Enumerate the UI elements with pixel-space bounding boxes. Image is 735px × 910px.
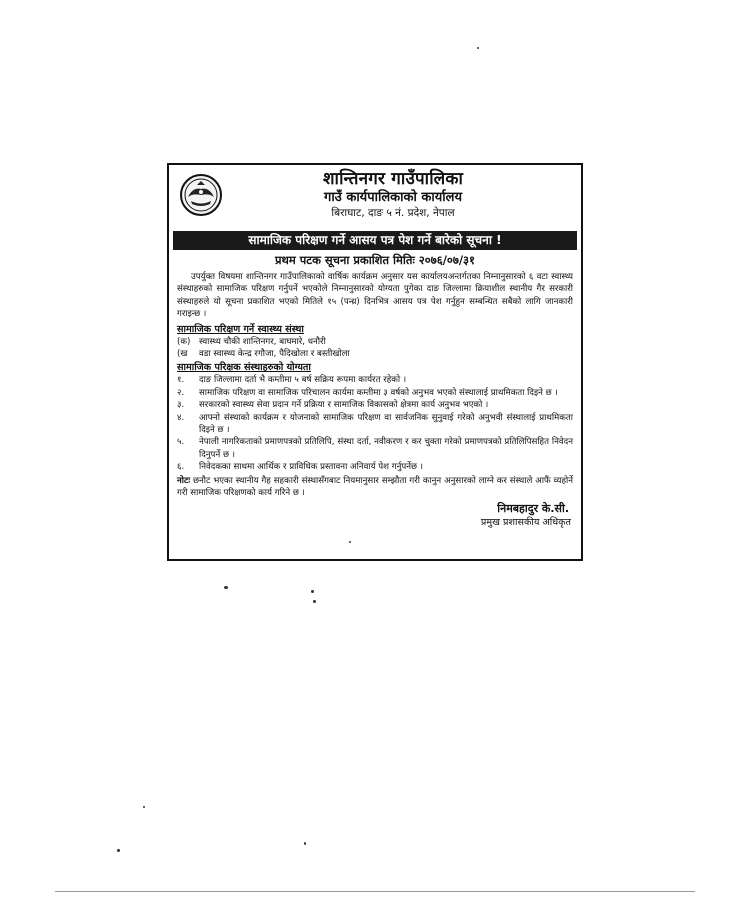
list-item — [177, 348, 573, 360]
list-item-marker: १. — [177, 375, 185, 386]
section-heading-qualifications: सामाजिक परिक्षक संस्थाहरुको योग्यता — [177, 362, 311, 374]
notice-header — [177, 169, 573, 229]
list-item-text: निवेदकका साथमा आर्थिक र प्राविधिक प्रस्तावना अनिवार्य पेश गर्नुपर्नेछ । — [199, 462, 424, 473]
office-name: गाउँ कार्यपालिकाको कार्यालय — [324, 190, 462, 205]
scan-speck — [311, 590, 314, 593]
list-item-text: दाङ जिल्लामा दर्ता भै कम्तीमा ५ बर्ष सक्रिय रूपमा कार्यरत रहेको । — [199, 375, 407, 386]
scan-speck — [224, 586, 228, 589]
note-text: छनौट भएका स्थानीय गैह सहकारी संस्थासँगबाट नियमानुसार सम्झौता गरी कानुन अनुसारको लाग्ने कर संस्थाले आफैं व्यहोर्ने गरी सामाजिक परिक्षणको कार्य गरिने छ । — [177, 475, 573, 499]
list-item-marker: ६. — [177, 462, 185, 473]
signatory-title: प्रमुख प्रशासकीय अधिकृत — [480, 516, 571, 528]
list-item-text: सामाजिक परिक्षण वा सामाजिक परिचालन कार्यमा कम्तीमा ३ वर्षको अनुभव भएको संस्थालाई प्राथमिकता दिइने छ । — [199, 387, 558, 398]
list-item — [177, 436, 573, 461]
list-item-marker: (ख — [177, 349, 188, 360]
page-edge-line — [55, 891, 695, 892]
notice-body — [177, 271, 573, 500]
signatory-name: निमबहादुर के.सी. — [497, 501, 569, 515]
organization-name: शान्तिनगर गाउँपालिका — [322, 169, 464, 189]
list-item-marker: २. — [177, 387, 185, 398]
scan-speck — [117, 849, 120, 852]
scan-speck — [313, 600, 316, 603]
office-address: बिराघाट, दाङ ५ नं. प्रदेश, नेपाल — [331, 207, 455, 219]
list-item — [177, 336, 573, 348]
scan-speck — [477, 47, 479, 49]
note-paragraph — [177, 475, 573, 500]
list-item — [177, 461, 573, 473]
list-item-text: आफ्नो संस्थाको कार्यक्रम र योजनाको सामाजिक परिक्षण वा सार्वजनिक सुनुवाई गरेको अनुभवी संस्थालाई प्राथमिकता दिइने छ । — [199, 412, 573, 436]
list-item-text: वडा स्वास्थ्य केन्द्र रगौजा, पैदिखोला र बस्तीखोला — [199, 349, 350, 360]
section-heading-health-institutions: सामाजिक परिक्षण गर्ने स्वास्थ्य संस्था — [177, 323, 304, 335]
list-item-text: नेपाली नागरिकताको प्रमाणपत्रको प्रतिलिपि, संस्था दर्ता, नवीकरण र कर चुक्ता गरेको प्रमाणपत्रको प्रतिलिपिसहित निवेदन दिनुपर्ने छ । — [199, 437, 573, 460]
list-item-marker: ५. — [177, 437, 185, 448]
list-item-text: सरकारको स्वास्थ्य सेवा प्रदान गर्ने प्रक्रिया र सामाजिक विकासको क्षेत्रमा कार्य अनुभव भएको । — [199, 400, 489, 411]
list-item-marker: ३. — [177, 400, 185, 411]
scan-speck — [143, 806, 145, 808]
list-item-marker: (क) — [177, 336, 191, 347]
scan-speck — [304, 842, 306, 845]
nepal-emblem-icon — [179, 173, 223, 217]
publication-date-line: प्रथम पटक सूचना प्रकाशित मितिः २०७६/०७/३१ — [274, 253, 476, 267]
public-notice — [167, 163, 583, 561]
list-item — [177, 387, 573, 399]
intro-paragraph: उपर्युक्त विषयमा शान्तिनगर गाउँपालिकाको वार्षिक कार्यक्रम अनुसार यस कार्यालयअन्तर्गतका निम्नानुसारको ६ वटा स्वास्थ्य संस्थाहरुको सामाजिक परिक्षण गर्नुपर्ने भएकोले निम्नानुसारको योग्यता पुगेका दाङ जिल्लामा क्रियाशील स्थानीय गैर सरकारी संस्थाहरुले यो सूचना प्रकाशित भएको मितिले १५ (पन्ध्र) दिनभित्र आसय पत्र पेश गर्नुहुन सम्बन्धित सबैको लागि जानकारी गराइन्छ । — [177, 272, 573, 320]
list-item — [177, 399, 573, 411]
notice-title-banner: सामाजिक परिक्षण गर्ने आसय पत्र पेश गर्ने बारेको सूचना ! — [173, 231, 577, 250]
list-item-marker: ४. — [177, 412, 185, 423]
note-label: नोटः — [177, 475, 191, 486]
list-item — [177, 412, 573, 437]
list-item — [177, 374, 573, 386]
scan-speck — [349, 541, 351, 543]
list-item-text: स्वास्थ्य चौकी शान्तिनगर, बाघमारे, धनौरी — [199, 336, 326, 347]
